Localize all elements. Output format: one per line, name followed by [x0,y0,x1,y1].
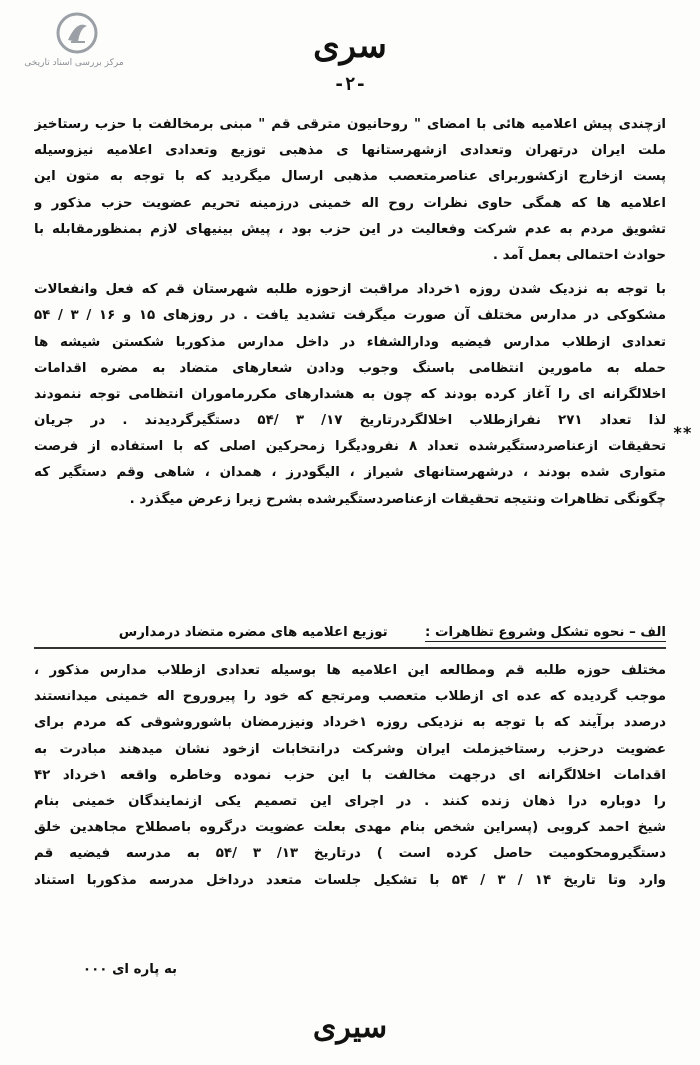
text-line: حمله به مامورین انتظامی باسنگ وجوب ودادن شعارهای متضاد به مضره اقدامات [34,360,666,376]
section-heading [34,625,666,640]
continuation-note: به پاره ای ۰۰۰ [82,962,178,977]
margin-annotation: ** [672,423,692,442]
text-line: دستگیرومحکومیت حاصل کرده است ) درتاریخ ۱۳/ ۳ /۵۴ به مدرسه فیضیه قم [34,846,666,862]
classification-header: سری [313,26,387,66]
text-line: شیخ احمد کروبی (پسراین شخص بنام مهدی بعلت عضویت درگروه باصطلاح مجاهدین خلق [34,820,666,836]
paragraph-2 [34,277,666,513]
text-line: تشویق مردم به عدم شرکت وفعالیت در این حزب بود ، پیش بینیهای لازم بمنظورمقابله با [34,221,666,237]
text-line: وارد وتا تاریخ ۱۴ / ۳ / ۵۴ با تشکیل جلسات متعدد درداخل مدرسه مذکوربا استناد [34,872,666,888]
divider [34,647,666,649]
text-line: با توجه به نزدیک شدن روزه ۱خرداد مراقبت ازحوزه طلبه شهرستان قم که فعل وانفعالات [34,282,666,298]
text-line: ملت ایران درتهران وتعدادی ازشهرستانها ی مذهبی توزیع وتعدادی اعلامیه نیزوسیله [34,143,666,159]
archive-caption: مرکز بررسی اسناد تاریخی [24,58,124,68]
page-number: -۲- [333,74,367,95]
document-body-continued [34,658,666,894]
text-line: اعلامیه ها که همگی حاوی نظرات روح اله خمینی درزمینه تحریم عضویت حزب مذکور و [34,195,666,211]
text-line: متواری شده بودند ، درشهرستانهای شیراز ، الیگودرز ، همدان ، شاهی وقم دستگیر که [34,465,666,481]
text-line: تعدادی ازطلاب مدارس فیضیه ودارالشفاء در داخل مدارس مذکوربا شکستن شیشه ها [34,334,666,350]
section-title: الف – نحوه تشکل وشروع تظاهرات : [424,625,666,640]
text-line: لذا تعداد ۲۷۱ نفرازطلاب اخلالگردرتاریخ ۱۷/ ۳ /۵۴ دستگیرگردیدند . در جریان [34,413,666,429]
text-line: اخلالگرانه ای را آغاز کرده بودند که چون به هشدارهای مکررماموران انتظامی توجه ننمودند [34,386,666,402]
text-line: تحقیقات ازعناصردستگیرشده تعداد ۸ نفرودیگرا زمحرکین اصلی که با استفاده از فرصت [34,439,666,455]
text-line: عضویت درحزب رستاخیزملت ایران وشرکت درانتخابات ازخود نشان میدهند مبادرت به [34,741,666,757]
document-body [34,112,666,513]
text-line: چگونگی تظاهرات ونتیجه تحقیقات ازعناصردستگیرشده بشرح زیرا زعرض میگذرد . [129,491,666,507]
text-line: ازچندی پیش اعلامیه هائی با امضای " روحانیون مترقی قم " مبنی برمخالفت با حزب رستاخیز [34,117,666,132]
classification-footer: سیری [312,1010,388,1045]
paragraph-1 [34,112,666,269]
text-line: مختلف حوزه طلبه قم ومطالعه این اعلامیه ها بوسیله تعدادی ازطلاب مدارس مذکور ، [34,663,666,678]
text-line: مشکوکی در مدارس مختلف آن صورت میگرفت تشدید یافت . در روزهای ۱۵ و ۱۶ / ۳ / ۵۴ [34,308,666,324]
text-line: را دوباره درا ذهان زنده کنند . در اجرای این تصمیم یکی ازنمایندگان خمینی بنام [34,793,666,809]
text-line: موجب گردیده که عده ای ازطلاب متعصب ومرتجع که خود را پیروروح اله خمینی میدانستند [34,689,666,705]
text-line: درصدد برآیند که با توجه به نزدیکی روزه ۱خرداد ونیزرمضان باشوروشوقی که مردم برای [34,715,666,731]
text-line: اقدامات اخلالگرانه ای درجهت مخالفت با این حزب نموده وخاطره واقعه ۱خرداد ۴۲ [34,767,666,783]
paragraph-3 [34,658,666,894]
section-lead: توزیع اعلامیه های مضره متضاد درمدارس [118,625,388,640]
text-line: پست ازخارج ازکشوربرای عناصرمتعصب مذهبی ارسال میگردید که با توجه به متون این [34,169,666,185]
text-line: حوادث احتمالی بعمل آمد . [492,247,666,263]
